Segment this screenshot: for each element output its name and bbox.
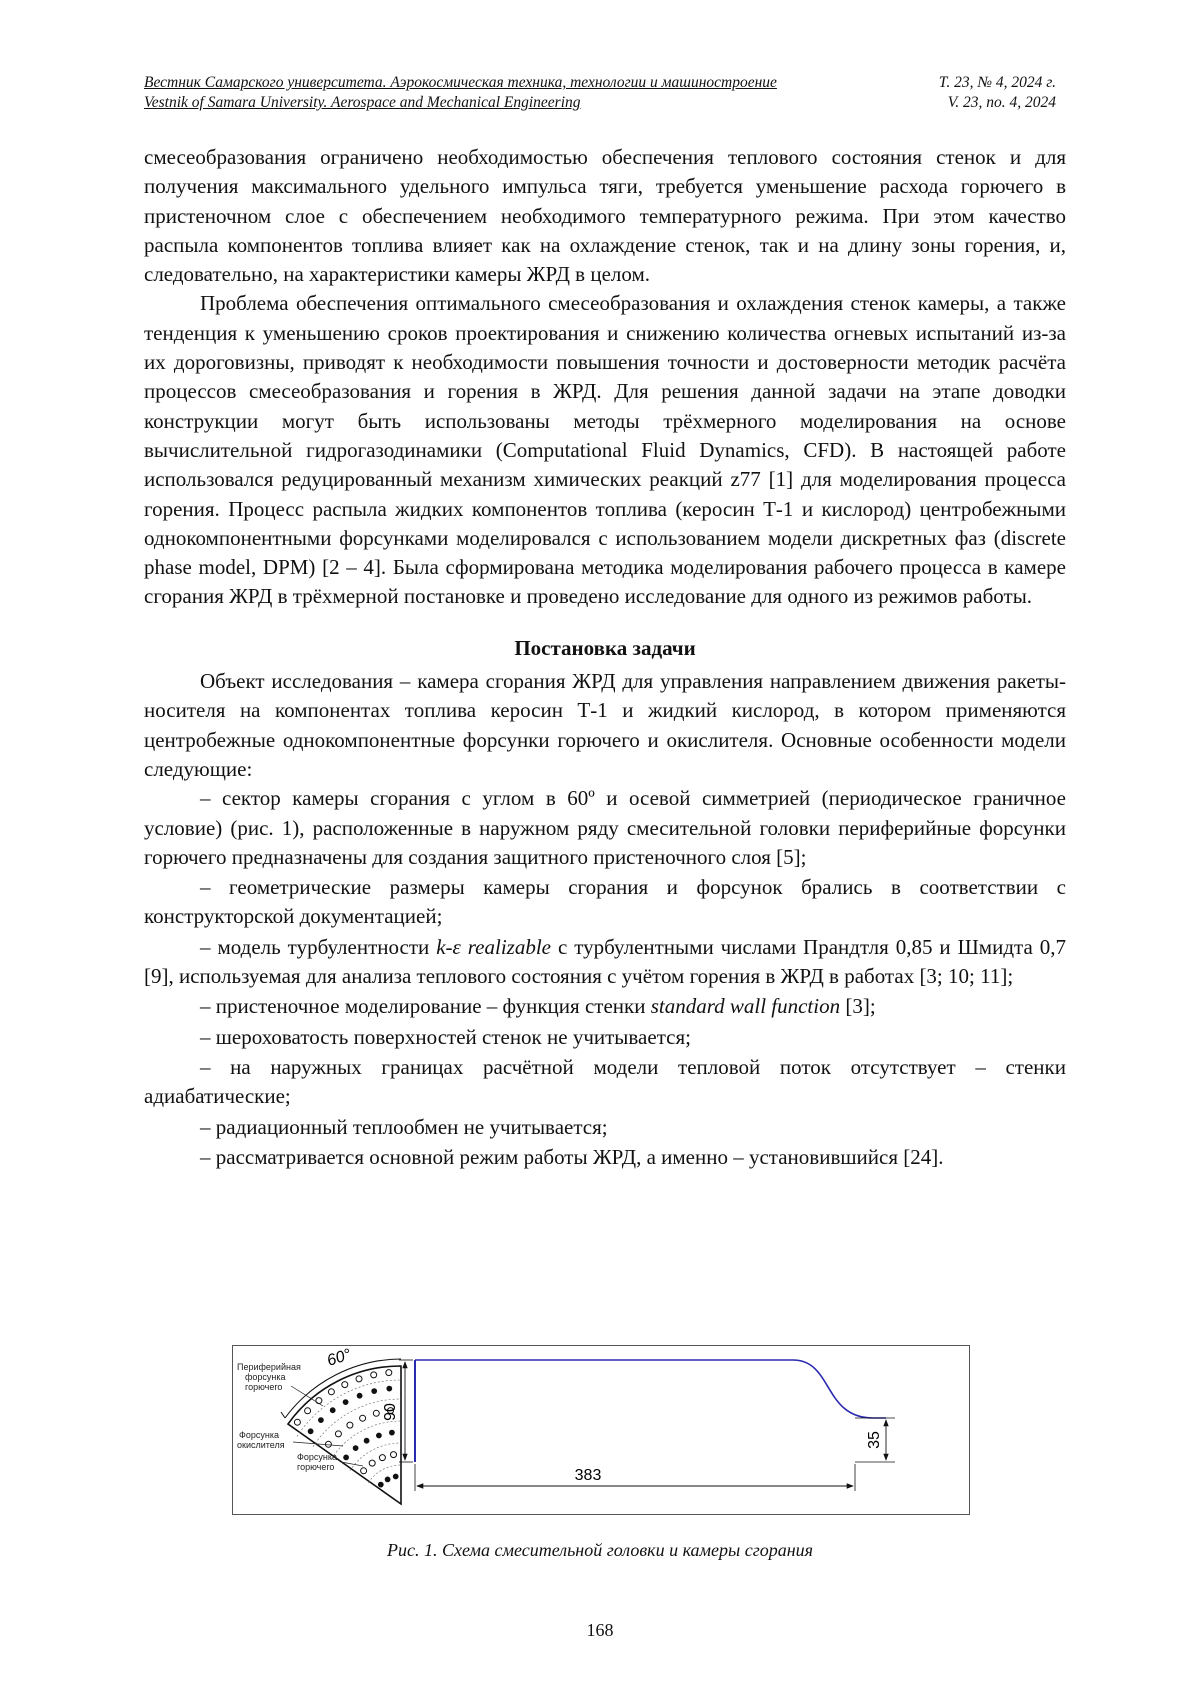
list-item: – геометрические размеры камеры сгорания и форсунок брались в соответствии с конструкторской документацией; <box>144 875 1066 929</box>
oxidizer-injector <box>379 1455 385 1461</box>
list-item <box>144 933 1066 992</box>
fuel-injector <box>377 1433 382 1438</box>
paragraph: Объект исследования – камера сгорания ЖРД для управления направлением движения ракеты-носителя на компонентах топлива керосин Т-1 и жидкий кислород, в котором применяются центробежные однокомпонентные форсунки горючего и окислителя. Основные особенности модели следующие: <box>144 669 1066 781</box>
section-heading: Постановка задачи <box>514 635 696 660</box>
issue-ru: Т. 23, № 4, 2024 г. <box>938 74 1056 91</box>
fuel-injector <box>319 1418 324 1423</box>
list-item: – шероховатость поверхностей стенок не учитывается; <box>200 1024 691 1049</box>
fuel-injector <box>393 1474 398 1479</box>
model-name: k-ε realizable <box>436 934 551 959</box>
oxidizer-injector <box>294 1419 300 1425</box>
fuel-injector <box>357 1393 362 1398</box>
fuel-injector <box>385 1477 390 1482</box>
oxidizer-injector <box>391 1452 397 1458</box>
dim-height-label: 90 <box>382 1403 399 1421</box>
oxidizer-injector <box>342 1382 348 1388</box>
journal-title-en: Vestnik of Samara University. Aerospace and Mechanical Engineering <box>144 94 581 111</box>
list-item: – на наружных границах расчётной модели тепловой поток отсутствует – стенки адиабатические; <box>144 1054 1066 1109</box>
fuel-injector <box>364 1438 369 1443</box>
journal-header-en <box>144 93 1056 113</box>
oxidizer-injector <box>386 1370 392 1376</box>
page-number: 168 <box>586 1620 614 1640</box>
list-item-text: с турбулентными числами Прандтля 0,85 и Шмидта 0,7 [9], используемая для анализа теплового состояния с учётом горения в ЖРД в работах [3; 10; 11]; <box>144 934 1066 989</box>
label-fuel: горючего <box>297 1462 335 1472</box>
article-body <box>144 143 1066 1173</box>
fuel-injector <box>353 1446 358 1451</box>
label-peripheral: форсунка <box>245 1372 286 1382</box>
label-oxidizer: Форсунка <box>239 1430 279 1440</box>
paragraph: смесеобразования ограничено необходимостью обеспечения теплового состояния стенок и для получения максимального удельного импульса тяги, требуется уменьшение расхода горючего в пристеночном слое с обеспечением необходимого температурного режима. При этом качество распыла компонентов топлива влияет как на охлаждение стенок, так и на длину зоны горения, и, следовательно, на характеристики камеры ЖРД в целом. <box>144 145 1066 287</box>
list-item <box>144 992 1066 1021</box>
label-peripheral: Периферийная <box>237 1362 301 1372</box>
fuel-injector <box>387 1386 392 1391</box>
oxidizer-injector <box>305 1408 311 1414</box>
chamber-contour <box>415 1360 886 1462</box>
oxidizer-injector <box>325 1441 331 1447</box>
figure-caption: Рис. 1. Схема смесительной головки и камеры сгорания <box>386 1540 814 1560</box>
list-item: – рассматривается основной режим работы ЖРД, а именно – установившийся [24]. <box>200 1144 944 1169</box>
dimension-throat <box>855 1418 895 1462</box>
fuel-injector <box>390 1430 395 1435</box>
list-item-text: – модель турбулентности <box>200 934 437 959</box>
issue-en: V. 23, no. 4, 2024 <box>947 94 1056 111</box>
oxidizer-injector <box>360 1415 366 1421</box>
journal-header-ru <box>144 73 1056 93</box>
label-peripheral: горючего <box>245 1382 283 1392</box>
oxidizer-injector <box>361 1468 367 1474</box>
oxidizer-injector <box>356 1376 362 1382</box>
fuel-injector <box>343 1400 348 1405</box>
figure-combustion-chamber <box>232 1345 970 1515</box>
fuel-injector <box>378 1482 383 1487</box>
dimension-length <box>415 1464 855 1491</box>
oxidizer-injector <box>373 1410 379 1416</box>
oxidizer-injector <box>328 1389 334 1395</box>
oxidizer-injector <box>347 1422 353 1428</box>
list-item: – сектор камеры сгорания с углом в 60º и осевой симметрией (периодическое граничное условие) (рис. 1), расположенные в наружном ряду смесительной головки периферийные форсунки горючего предназначены для создания защитного пристеночного слоя [5]; <box>144 786 1066 869</box>
list-item-text: – пристеночное моделирование – функция стенки <box>200 994 651 1019</box>
fuel-injector <box>344 1455 349 1460</box>
fuel-injector <box>330 1408 335 1413</box>
label-oxidizer: окислителя <box>237 1440 285 1450</box>
fuel-injector <box>308 1429 313 1434</box>
oxidizer-injector <box>369 1460 375 1466</box>
figure-drawing <box>233 1346 969 1514</box>
label-fuel: Форсунка <box>297 1452 337 1462</box>
paragraph: Проблема обеспечения оптимального смесеобразования и охлаждения стенок камеры, а также тенденция к уменьшению сроков проектирования и снижению количества огневых испытаний из-за их дороговизны, приводят к необходимости повышения точности и достоверности методик расчёта процессов смесеобразования и горения в ЖРД. Для решения данной задачи на этапе доводки конструкции могут быть использованы методы трёхмерного моделирования на основе вычислительной гидрогазодинамики (Computational Fluid Dynamics, CFD). В настоящей работе использовался редуцированный механизм химических реакций z77 [1] для моделирования процесса горения. Процесс распыла жидких компонентов топлива (керосин Т-1 и кислород) центробежными однокомпонентными форсунками моделировался с использованием модели дискретных фаз (discrete phase model, DPM) [2 – 4]. Была сформирована методика моделирования рабочего процесса в камере сгорания ЖРД в трёхмерной постановке и проведено исследование для одного из режимов работы. <box>144 291 1066 609</box>
oxidizer-injector <box>335 1431 341 1437</box>
list-item-text: [3]; <box>840 994 876 1019</box>
wall-function-name: standard wall function <box>650 994 841 1019</box>
sector-angle-label: 60° <box>324 1346 354 1370</box>
journal-title-ru: Вестник Самарского университета. Аэрокосмическая техника, технологии и машиностроение <box>144 74 777 91</box>
fuel-injector <box>372 1389 377 1394</box>
dim-length-label: 383 <box>574 1467 602 1484</box>
list-item: – радиационный теплообмен не учитывается; <box>200 1114 608 1139</box>
oxidizer-injector <box>316 1398 322 1404</box>
oxidizer-injector <box>371 1372 377 1378</box>
dim-throat-label: 35 <box>866 1431 883 1449</box>
